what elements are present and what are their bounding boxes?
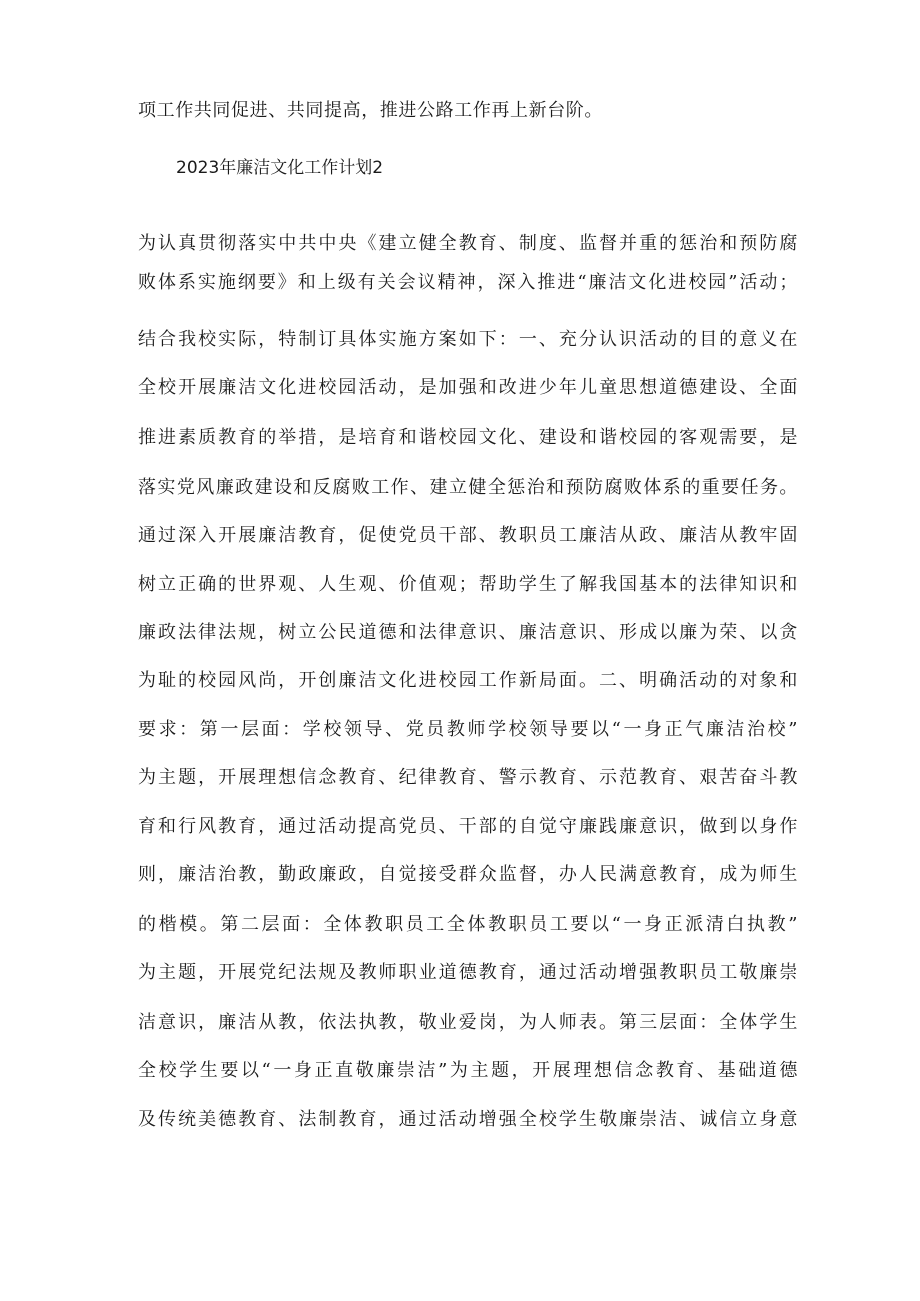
body-line: 落实党风廉政建设和反腐败工作、建立健全惩治和预防腐败体系的重要任务。: [138, 477, 798, 498]
body-line: 则，廉洁治教，勤政廉政，自觉接受群众监督，办人民满意教育，成为师生: [138, 864, 798, 885]
body-line: 的楷模。第二层面：全体教职员工全体教职员工要以“一身正派清白执教”: [138, 914, 798, 935]
section-heading: 2023年廉洁文化工作计划2: [176, 158, 384, 178]
intro-tail-line: 项工作共同促进、共同提高，推进公路工作再上新台阶。: [138, 100, 603, 121]
body-line: 为耻的校园风尚，开创廉洁文化进校园工作新局面。二、明确活动的对象和: [138, 670, 798, 691]
body-line: 通过深入开展廉洁教育，促使党员干部、教职员工廉洁从政、廉洁从教牢固: [138, 525, 798, 546]
body-line: 全校学生要以“一身正直敬廉崇洁”为主题，开展理想信念教育、基础道德: [138, 1060, 798, 1081]
body-line: 为主题，开展理想信念教育、纪律教育、警示教育、示范教育、艰苦奋斗教: [138, 767, 798, 788]
body-line: 树立正确的世界观、人生观、价值观；帮助学生了解我国基本的法律知识和: [138, 574, 798, 595]
body-line: 育和行风教育，通过活动提高党员、干部的自觉守廉践廉意识，做到以身作: [138, 816, 798, 837]
body-line: 及传统美德教育、法制教育，通过活动增强全校学生敬廉崇洁、诚信立身意: [138, 1109, 798, 1130]
body-line: 结合我校实际，特制订具体实施方案如下：一、充分认识活动的目的意义在: [138, 329, 798, 350]
body-line: 要求：第一层面：学校领导、党员教师学校领导要以“一身正气廉洁治校”: [138, 719, 798, 740]
body-line: 全校开展廉洁文化进校园活动，是加强和改进少年儿童思想道德建设、全面: [138, 377, 798, 398]
body-line: 为认真贯彻落实中共中央《建立健全教育、制度、监督并重的惩治和预防腐: [138, 233, 798, 254]
body-line: 洁意识，廉洁从教，依法执教，敬业爱岗，为人师表。第三层面：全体学生: [138, 1012, 798, 1033]
body-line: 败体系实施纲要》和上级有关会议精神，深入推进“廉洁文化进校园”活动；: [138, 272, 798, 293]
body-line: 廉政法律法规，树立公民道德和法律意识、廉洁意识、形成以廉为荣、以贪: [138, 622, 798, 643]
body-line: 推进素质教育的举措，是培育和谐校园文化、建设和谐校园的客观需要，是: [138, 427, 798, 448]
body-line: 为主题，开展党纪法规及教师职业道德教育，通过活动增强教职员工敬廉崇: [138, 962, 798, 983]
